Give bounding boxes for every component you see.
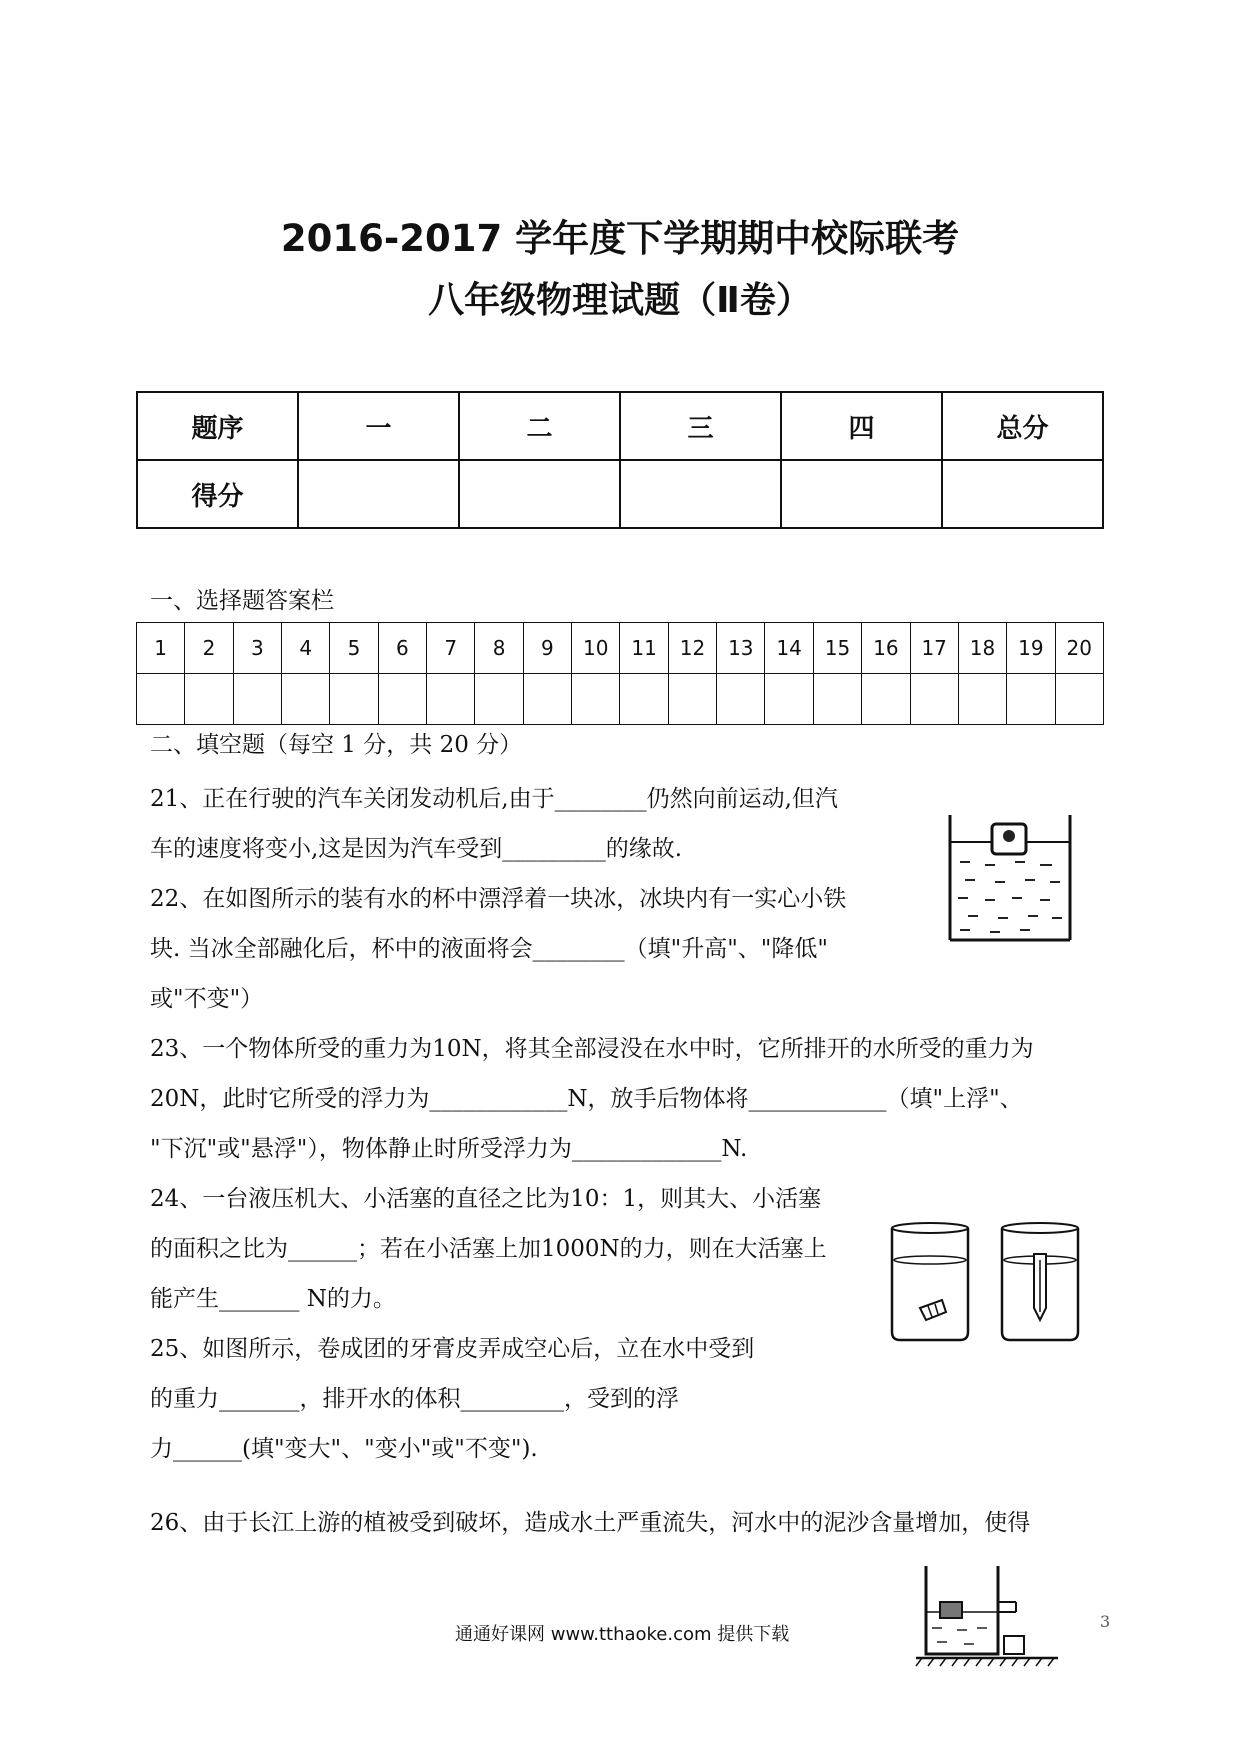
answer-blank[interactable]	[668, 674, 716, 725]
answer-number: 18	[958, 623, 1006, 674]
answer-table	[136, 622, 1104, 725]
answer-number: 2	[185, 623, 233, 674]
answer-blank[interactable]	[765, 674, 813, 725]
ice-cup-figure	[940, 810, 1080, 950]
answer-blank[interactable]	[427, 674, 475, 725]
score-blank-cell[interactable]	[459, 460, 620, 528]
question-line: 的重力_______，排开水的体积_________，受到的浮	[150, 1386, 679, 1412]
question-line: 的面积之比为______；若在小活塞上加1000N的力，则在大活塞上	[150, 1236, 827, 1262]
page-number: 3	[1100, 1612, 1111, 1631]
answer-number: 12	[668, 623, 716, 674]
exam-title: 2016-2017 学年度下学期期中校际联考	[280, 217, 960, 260]
answer-blank[interactable]	[572, 674, 620, 725]
score-blank-cell[interactable]	[781, 460, 942, 528]
answer-blank[interactable]	[475, 674, 523, 725]
answer-blank-row	[137, 674, 1104, 725]
answer-number: 17	[910, 623, 958, 674]
question-line: 力______(填"变大"、"变小"或"不变").	[150, 1436, 538, 1462]
answer-number: 13	[717, 623, 765, 674]
question-line: 22、在如图所示的装有水的杯中漂浮着一块冰，冰块内有一实心小铁	[150, 886, 847, 912]
question-line: 20N，此时它所受的浮力为____________N，放手后物体将____________（填"上浮"、	[150, 1086, 1023, 1112]
toothpaste-beakers-figure	[880, 1220, 1090, 1350]
question-line: 25、如图所示，卷成团的牙膏皮弄成空心后，立在水中受到	[150, 1336, 755, 1362]
answer-blank[interactable]	[233, 674, 281, 725]
score-cell: 四	[781, 392, 942, 460]
answer-number: 3	[233, 623, 281, 674]
answer-number: 16	[862, 623, 910, 674]
answer-blank[interactable]	[137, 674, 185, 725]
question-line: 块. 当冰全部融化后，杯中的液面将会________（填"升高"、"降低"	[150, 936, 828, 962]
answer-blank[interactable]	[1055, 674, 1103, 725]
question-line: 或"不变"）	[150, 986, 264, 1012]
score-cell: 题序	[137, 392, 298, 460]
answer-blank[interactable]	[282, 674, 330, 725]
answer-number: 10	[572, 623, 620, 674]
answer-number: 4	[282, 623, 330, 674]
answer-number: 14	[765, 623, 813, 674]
score-cell: 一	[298, 392, 459, 460]
question-line: 车的速度将变小,这是因为汽车受到_________的缘故.	[150, 836, 683, 862]
answer-blank[interactable]	[378, 674, 426, 725]
question-line: 26、由于长江上游的植被受到破坏，造成水土严重流失，河水中的泥沙含量增加，使得	[150, 1510, 1031, 1536]
score-blank-cell[interactable]	[942, 460, 1103, 528]
question-line: 24、一台液压机大、小活塞的直径之比为10：1，则其大、小活塞	[150, 1186, 822, 1212]
score-table	[136, 391, 1104, 529]
container-figure	[912, 1562, 1062, 1672]
score-blank-cell[interactable]	[620, 460, 781, 528]
exam-subtitle: 八年级物理试题（Ⅱ卷）	[428, 280, 812, 321]
answer-number: 15	[813, 623, 861, 674]
question-line: 23、一个物体所受的重力为10N，将其全部浸没在水中时，它所排开的水所受的重力为	[150, 1036, 1034, 1062]
section2-heading: 二、填空题（每空 1 分，共 20 分）	[150, 732, 523, 758]
answer-number: 7	[427, 623, 475, 674]
answer-number: 5	[330, 623, 378, 674]
score-row-label: 得分	[137, 460, 298, 528]
answer-blank[interactable]	[330, 674, 378, 725]
answer-number: 1	[137, 623, 185, 674]
answer-blank[interactable]	[813, 674, 861, 725]
answer-number-row	[137, 623, 1104, 674]
score-blank-cell[interactable]	[298, 460, 459, 528]
score-cell: 三	[620, 392, 781, 460]
question-line: 21、正在行驶的汽车关闭发动机后,由于________仍然向前运动,但汽	[150, 786, 838, 812]
question-line: "下沉"或"悬浮"），物体静止时所受浮力为_____________N.	[150, 1136, 748, 1162]
answer-number: 8	[475, 623, 523, 674]
answer-blank[interactable]	[185, 674, 233, 725]
score-cell: 二	[459, 392, 620, 460]
answer-number: 20	[1055, 623, 1103, 674]
answer-blank[interactable]	[717, 674, 765, 725]
answer-blank[interactable]	[620, 674, 668, 725]
score-value-row	[137, 460, 1103, 528]
answer-blank[interactable]	[1007, 674, 1055, 725]
answer-blank[interactable]	[862, 674, 910, 725]
answer-blank[interactable]	[958, 674, 1006, 725]
score-cell: 总分	[942, 392, 1103, 460]
answer-number: 9	[523, 623, 571, 674]
question-line: 能产生_______ N的力。	[150, 1286, 396, 1312]
answer-blank[interactable]	[523, 674, 571, 725]
answer-blank[interactable]	[910, 674, 958, 725]
footer-credit: 通通好课网 www.tthaoke.com 提供下载	[455, 1624, 790, 1645]
section1-heading: 一、选择题答案栏	[150, 588, 334, 614]
score-header-row	[137, 392, 1103, 460]
answer-number: 19	[1007, 623, 1055, 674]
answer-number: 6	[378, 623, 426, 674]
answer-number: 11	[620, 623, 668, 674]
